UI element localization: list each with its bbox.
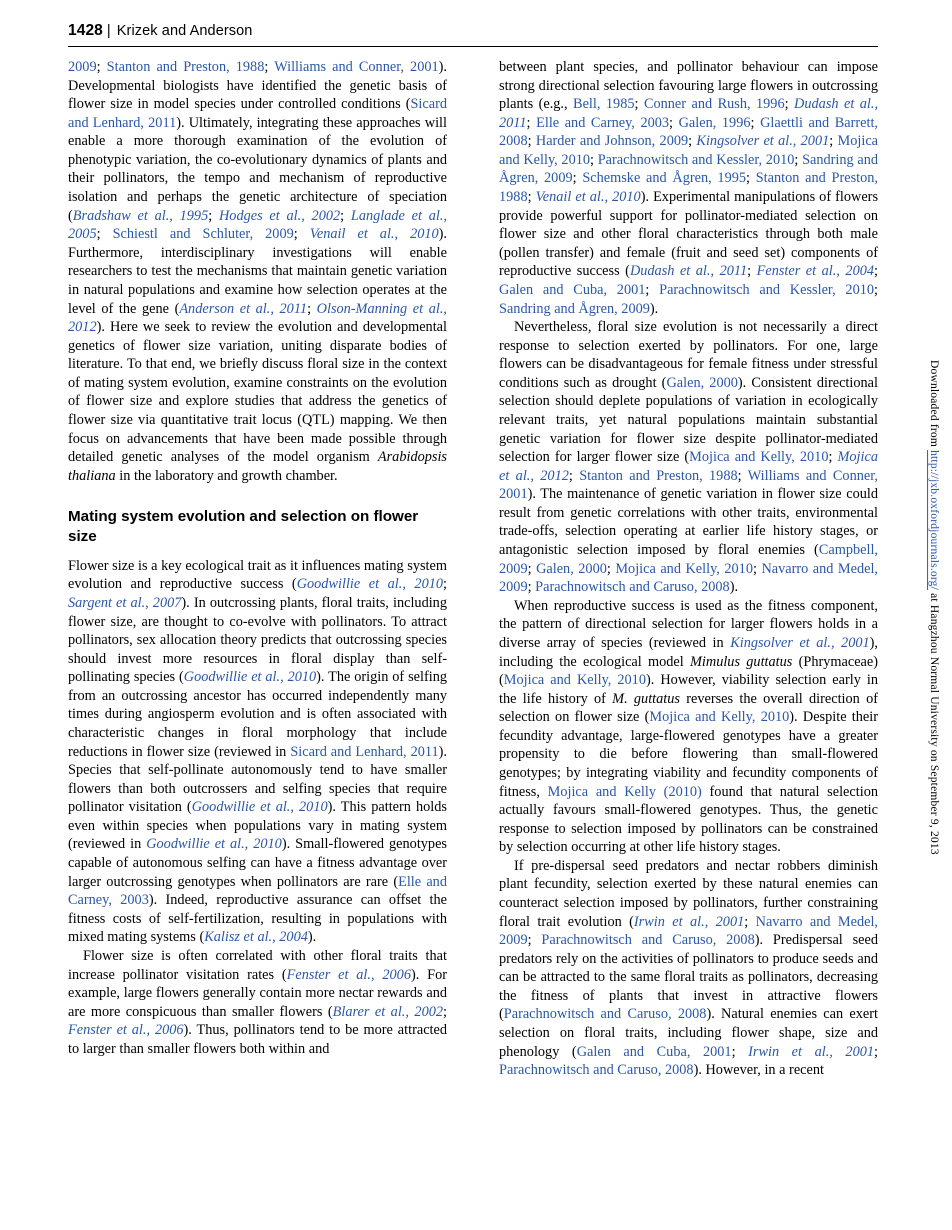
- download-side-note: [924, 360, 940, 855]
- citation-link[interactable]: Parachnowitsch and Caruso, 2008: [535, 579, 730, 596]
- citation-link[interactable]: Olson-Manning et al., 2012: [68, 300, 447, 336]
- citation-link[interactable]: Schiestl and Schluter, 2009: [112, 226, 294, 243]
- citation-link[interactable]: Fenster et al., 2006: [286, 966, 411, 983]
- citation-link[interactable]: Mojica and Kelly (2010): [547, 783, 702, 800]
- citation-link[interactable]: Bradshaw et al., 1995: [72, 207, 209, 224]
- citation-link[interactable]: Irwin et al., 2001: [748, 1043, 875, 1060]
- citation-link[interactable]: Stanton and Preston, 1988: [579, 467, 738, 484]
- citation-link[interactable]: Navarro and Medel, 2009: [499, 913, 878, 949]
- citation-link[interactable]: Elle and Carney, 2003: [68, 873, 447, 909]
- citation-link[interactable]: Parachnowitsch and Caruso, 2008: [503, 1006, 707, 1023]
- citation-link[interactable]: Dudash et al., 2011: [629, 263, 748, 280]
- header-separator: |: [106, 23, 111, 39]
- citation-link[interactable]: Stanton and Preston, 1988: [499, 170, 878, 206]
- citation-link[interactable]: Bell, 1985: [573, 96, 635, 113]
- side-note-before: Downloaded from: [928, 360, 940, 451]
- citation-link[interactable]: 2009: [68, 59, 97, 75]
- paragraph-right-4: If pre-dispersal seed predators and nectar robbers diminish plant fecundity, selection exerted by these natural enemies can counteract selection imposed by pollinators, further constraining floral trait evolution (Irwin et al., 2001; Navarro and Medel, 2009; Parachnowitsch and Caruso, 2008). Predispersal seed predators rely on the activities of pollinators to produce seeds and can be attracted to the same floral traits as pollinators, decreasing the fitness of plants that invest in attractive flowers (Parachnowitsch and Caruso, 2008). Natural enemies can exert selection on floral traits, including flower shape, size and phenology (Galen and Cuba, 2001; Irwin et al., 2001; Parachnowitsch and Caruso, 2008). However, in a recent: [499, 857, 879, 1079]
- section-heading: Mating system evolution and selection on flower size: [68, 508, 419, 546]
- citation-link[interactable]: Langlade et al., 2005: [68, 207, 448, 243]
- citation-link[interactable]: Mojica and Kelly, 2010: [689, 449, 829, 466]
- citation-link[interactable]: Galen, 2000: [536, 560, 607, 577]
- citation-link[interactable]: Irwin et al., 2001: [633, 913, 745, 930]
- citation-link[interactable]: Stanton and Preston, 1988: [106, 59, 265, 75]
- side-note-url[interactable]: http://jxb.oxfordjournals.org/: [928, 450, 940, 591]
- citation-link[interactable]: Blarer et al., 2002: [332, 1003, 444, 1020]
- citation-link[interactable]: Anderson et al., 2011: [179, 300, 308, 317]
- citation-link[interactable]: Mojica and Kelly, 2010: [649, 709, 790, 726]
- citation-link[interactable]: Goodwillie et al., 2010: [146, 836, 282, 853]
- citation-link[interactable]: Schemske and Ågren, 1995: [582, 170, 747, 187]
- citation-link[interactable]: Venail et al., 2010: [535, 189, 641, 206]
- citation-link[interactable]: Campbell, 2009: [499, 542, 878, 577]
- citation-link[interactable]: Galen, 2000: [666, 374, 738, 391]
- citation-link[interactable]: Sandring and Ågren, 2009: [499, 151, 879, 187]
- citation-link[interactable]: Venail et al., 2010: [309, 226, 439, 243]
- species-name: M. guttatus: [612, 690, 680, 707]
- left-column: [68, 58, 447, 1058]
- citation-link[interactable]: Elle and Carney, 2003: [536, 114, 670, 131]
- page-number: 1428: [68, 22, 103, 39]
- citation-link[interactable]: Parachnowitsch and Caruso, 2008: [541, 932, 755, 949]
- citation-link[interactable]: Goodwillie et al., 2010: [183, 669, 317, 686]
- header-authors: Krizek and Anderson: [116, 23, 253, 39]
- citation-link[interactable]: Goodwillie et al., 2010: [296, 576, 444, 593]
- citation-link[interactable]: Williams and Conner, 2001: [274, 59, 439, 75]
- citation-link[interactable]: Galen, 1996: [678, 114, 751, 131]
- species-name: Arabidopsis thaliana: [68, 449, 447, 484]
- running-head: [68, 22, 878, 40]
- citation-link[interactable]: Sicard and Lenhard, 2011: [68, 96, 447, 131]
- citation-link[interactable]: Galen and Cuba, 2001: [576, 1043, 732, 1060]
- paragraph-right-2: Nevertheless, floral size evolution is not necessarily a direct response to selection exerted by pollinators. For one, large flowers can be disadvantageous for female fitness under stressful conditions such as drought (Galen, 2000). Consistent directional selection should deplete populations of variation in ecologically relevant traits, yet natural populations maintain substantial genetic variation for flower size despite pollinator-mediated selection for larger flower size (Mojica and Kelly, 2010; Mojica et al., 2012; Stanton and Preston, 1988; Williams and Conner, 2001). The maintenance of genetic variation in flower size could result from genetic correlations with other traits, environmental trade-offs, selection operating at earlier life history stages, or antagonistic selection imposed by floral enemies (Campbell, 2009; Galen, 2000; Mojica and Kelly, 2010; Navarro and Medel, 2009; Parachnowitsch and Caruso, 2008).: [499, 319, 878, 596]
- citation-link[interactable]: Mojica et al., 2012: [499, 449, 878, 484]
- citation-link[interactable]: Williams and Conner, 2001: [499, 467, 878, 503]
- citation-link[interactable]: Sandring and Ågren, 2009: [499, 300, 650, 317]
- citation-link[interactable]: Goodwillie et al., 2010: [191, 799, 328, 816]
- citation-link[interactable]: Kingsolver et al., 2001: [696, 133, 830, 150]
- citation-link[interactable]: Sargent et al., 2007: [68, 594, 182, 611]
- citation-link[interactable]: Parachnowitsch and Kessler, 2010: [597, 151, 795, 168]
- citation-link[interactable]: Conner and Rush, 1996: [643, 96, 785, 113]
- citation-link[interactable]: Mojica and Kelly, 2010: [615, 560, 753, 577]
- citation-link[interactable]: Navarro and Medel, 2009: [499, 560, 878, 596]
- citation-link[interactable]: Fenster et al., 2004: [756, 263, 875, 280]
- citation-link[interactable]: Kingsolver et al., 2001: [730, 634, 870, 651]
- citation-link[interactable]: Hodges et al., 2002: [218, 207, 341, 224]
- citation-link[interactable]: Kalisz et al., 2004: [204, 929, 308, 946]
- citation-link[interactable]: Mojica and Kelly, 2010: [499, 133, 879, 168]
- citation-link[interactable]: Fenster et al., 2006: [68, 1022, 184, 1039]
- citation-link[interactable]: Parachnowitsch and Kessler, 2010: [659, 281, 875, 298]
- paragraph-right-1: between plant species, and pollinator behaviour can impose strong directional selection favouring large flowers in outcrossing plants (e.g., Bell, 1985; Conner and Rush, 1996; Dudash et al., 2011; Elle and Carney, 2003; Galen, 1996; Glaettli and Barrett, 2008; Harder and Johnson, 2009; Kingsolver et al., 2001; Mojica and Kelly, 2010; Parachnowitsch and Kessler, 2010; Sandring and Ågren, 2009; Schemske and Ågren, 1995; Stanton and Preston, 1988; Venail et al., 2010). Experimental manipulations of flowers provide powerful support for pollinator-mediated selection on flower size and other floral characteristics through both male (pollen transfer) and female (fruit and seed set) components of reproductive success (Dudash et al., 2011; Fenster et al., 2004; Galen and Cuba, 2001; Parachnowitsch and Kessler, 2010; Sandring and Ågren, 2009).: [499, 59, 879, 317]
- paragraph-left-1: 2009; Stanton and Preston, 1988; Williams and Conner, 2001). Developmental biologists have identified the genetic basis of flower size in model species under controlled conditions (Sicard and Lenhard, 2011). Ultimately, integrating these approaches will enable a more thorough examination of the evolution of phenotypic variation, the co-evolutionary dynamics of plants and their pollinators, the tempo and mechanism of reproductive isolation and perhaps the genetic architecture of speciation (Bradshaw et al., 1995; Hodges et al., 2002; Langlade et al., 2005; Schiestl and Schluter, 2009; Venail et al., 2010). Furthermore, interdisciplinary investigations will enable researchers to test the mechanisms that maintain genetic variation in natural populations and examine how selection operates at the level of the gene (Anderson et al., 2011; Olson-Manning et al., 2012). Here we seek to review the evolution and developmental genetics of flower size variation, uniting disparate bodies of literature. To that end, we briefly discuss floral size in the context of mating system evolution, examine constraints on the evolution of flower size and explore studies that address the genetics of flower size via quantitative trait locus (QTL) mapping. We then focus on advancements that have been made possible through detailed genetic analyses of the model organism Arabidopsis thaliana in the laboratory and growth chamber.: [68, 59, 448, 484]
- header-rule: [68, 46, 878, 47]
- side-note-after: at Hangzhou Normal University on September 9, 2013: [928, 590, 940, 855]
- citation-link[interactable]: Parachnowitsch and Caruso, 2008: [499, 1062, 694, 1079]
- citation-link[interactable]: Glaettli and Barrett, 2008: [499, 114, 879, 150]
- citation-link[interactable]: Dudash et al., 2011: [499, 96, 879, 131]
- citation-link[interactable]: Harder and Johnson, 2009: [535, 133, 689, 150]
- citation-link[interactable]: Galen and Cuba, 2001: [499, 281, 646, 298]
- citation-link[interactable]: Sicard and Lenhard, 2011: [290, 743, 439, 760]
- paragraph-left-3: Flower size is often correlated with other floral traits that increase pollinator visitation rates (Fenster et al., 2006). For example, large flowers generally contain more nectar rewards and are more conspicuous than smaller flowers (Blarer et al., 2002; Fenster et al., 2006). Thus, pollinators tend to be more attracted to larger than smaller flowers both within and: [68, 947, 448, 1057]
- species-name: Mimulus guttatus: [689, 653, 793, 670]
- paragraph-right-3: When reproductive success is used as the fitness component, the pattern of directional selection for larger flowers holds in a diverse array of species (reviewed in Kingsolver et al., 2001), including the ecological model Mimulus guttatus (Phrymaceae) (Mojica and Kelly, 2010). However, viability selection early in the life history of M. guttatus reverses the overall direction of selection on flower size (Mojica and Kelly, 2010). Despite their fecundity advantage, large-flowered genotypes have a greater propensity to die before flowering than small-flowered genotypes; by integrating viability and fecundity components of fitness, Mojica and Kelly (2010) found that natural selection actually favours small-flowered genotypes. Thus, the genetic response to selection imposed by pollinators can be constrained by selection occurring at other life history stages.: [499, 597, 878, 856]
- citation-link[interactable]: Mojica and Kelly, 2010: [503, 672, 646, 689]
- right-column: [499, 58, 878, 1080]
- paragraph-left-2: Flower size is a key ecological trait as it influences mating system evolution and reproductive success (Goodwillie et al., 2010; Sargent et al., 2007). In outcrossing plants, floral traits, including flower size, are thought to co-evolve with pollinators. To attract pollinators, sex allocation theory predicts that outcrossing species should invest more resources in floral display than self-pollinating species (Goodwillie et al., 2010). The origin of selfing from an outcrossing ancestor has occurred independently many times during angiosperm evolution and is often associated with characteristic changes in floral morphology that include reductions in flower size (reviewed in Sicard and Lenhard, 2011). Species that self-pollinate autonomously tend to have smaller flowers than both outcrossers and selfing species that require pollinator visitation (Goodwillie et al., 2010). This pattern holds even within species when populations vary in mating system (reviewed in Goodwillie et al., 2010). Small-flowered genotypes capable of autonomous selfing can have a fitness advantage over larger outcrossing genotypes when pollinators are rare (Elle and Carney, 2003). Indeed, reproductive assurance can offset the fitness costs of self-fertilization, resulting in populations with mixed mating systems (Kalisz et al., 2004).: [68, 557, 448, 946]
